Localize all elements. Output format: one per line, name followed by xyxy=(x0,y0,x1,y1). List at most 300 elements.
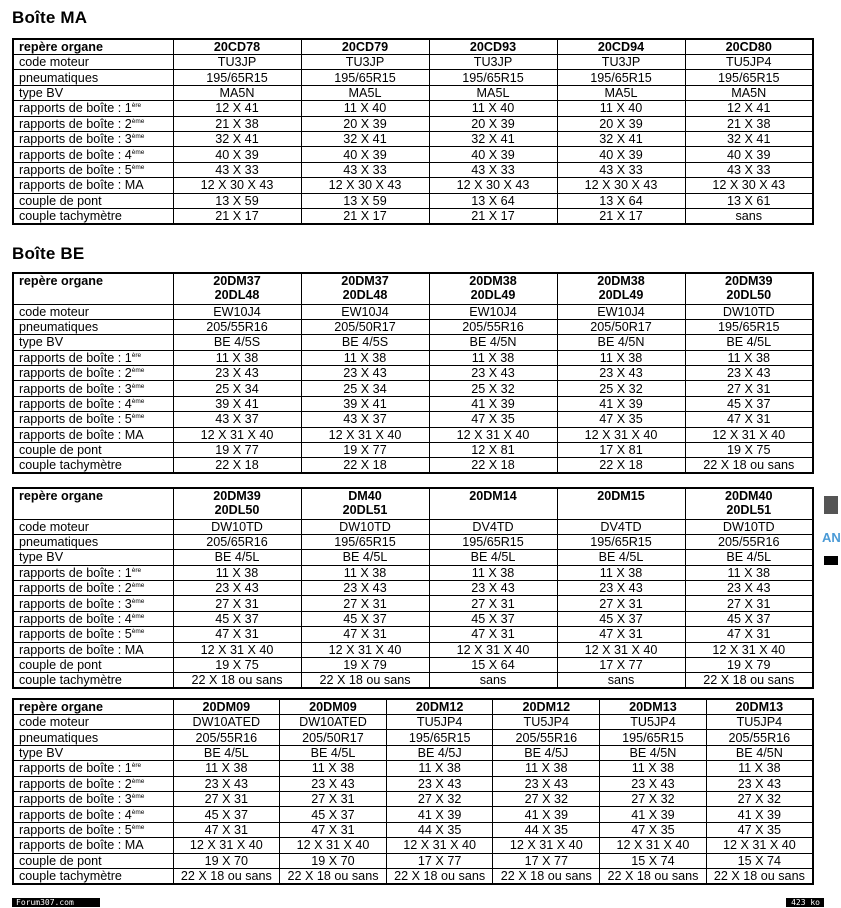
header-row xyxy=(13,39,813,55)
value-cell: 13 X 59 xyxy=(301,193,429,208)
table-row xyxy=(13,868,813,884)
value-cell: 205/55R16 xyxy=(173,730,280,745)
row-label xyxy=(13,611,173,626)
table-row xyxy=(13,458,813,474)
row-label xyxy=(13,304,173,319)
header-cell xyxy=(429,488,557,519)
value-cell: 23 X 43 xyxy=(685,581,813,596)
header-part-number: 20DM12 xyxy=(415,700,464,714)
value-cell: 40 X 39 xyxy=(173,147,301,162)
value-cell: 11 X 38 xyxy=(280,761,387,776)
header-part-number: 20DL51 xyxy=(726,503,772,517)
value-cell: 20 X 39 xyxy=(429,116,557,131)
table-row xyxy=(13,807,813,822)
row-label xyxy=(13,868,173,884)
row-label xyxy=(13,131,173,146)
value-cell: 11 X 38 xyxy=(557,565,685,580)
value-cell: 39 X 41 xyxy=(301,396,429,411)
value-cell: 195/65R15 xyxy=(557,534,685,549)
value-cell: 205/55R16 xyxy=(685,534,813,549)
table-row xyxy=(13,776,813,791)
value-cell: 27 X 32 xyxy=(600,791,707,806)
footer-size: 423 ko xyxy=(786,898,824,907)
value-cell: 11 X 38 xyxy=(301,350,429,365)
value-cell: sans xyxy=(557,673,685,689)
row-label xyxy=(13,807,173,822)
header-part-number: 20DM13 xyxy=(735,700,784,714)
value-cell: 45 X 37 xyxy=(429,611,557,626)
ordinal-suffix: ème xyxy=(131,777,145,785)
value-cell: DV4TD xyxy=(429,519,557,534)
header-part-number: 20DM13 xyxy=(629,700,677,714)
value-cell: 11 X 38 xyxy=(429,350,557,365)
value-cell: 195/65R15 xyxy=(173,70,301,85)
value-cell: 12 X 31 X 40 xyxy=(600,838,707,853)
row-label-text: code moteur xyxy=(19,715,90,730)
header-part-number: 20DL48 xyxy=(214,288,260,302)
value-cell: 23 X 43 xyxy=(557,366,685,381)
value-cell: 32 X 41 xyxy=(173,131,301,146)
header-cell xyxy=(429,273,557,304)
row-label-text: pneumatiques xyxy=(19,70,99,85)
table-row xyxy=(13,427,813,442)
table-row xyxy=(13,673,813,689)
row-label xyxy=(13,853,173,868)
gearbox-table-ma xyxy=(12,38,814,225)
value-cell: 39 X 41 xyxy=(173,396,301,411)
table-row xyxy=(13,208,813,224)
value-cell: 11 X 38 xyxy=(600,761,707,776)
row-label-text: couple tachymètre xyxy=(19,458,122,473)
value-cell: 23 X 43 xyxy=(429,581,557,596)
value-cell: 195/65R15 xyxy=(429,70,557,85)
row-label xyxy=(13,673,173,689)
header-cell xyxy=(301,488,429,519)
value-cell: 47 X 31 xyxy=(429,627,557,642)
value-cell: 205/65R16 xyxy=(173,534,301,549)
value-cell: 22 X 18 ou sans xyxy=(600,868,707,884)
table-row xyxy=(13,853,813,868)
value-cell: TU5JP4 xyxy=(685,55,813,70)
header-part-number: 20DL49 xyxy=(598,288,644,302)
header-part-number: 20DM09 xyxy=(202,700,251,714)
section-title-ma: Boîte MA xyxy=(12,8,88,27)
value-cell: 41 X 39 xyxy=(706,807,813,822)
value-cell: 11 X 38 xyxy=(301,565,429,580)
value-cell: 195/65R15 xyxy=(429,534,557,549)
ordinal-suffix: ème xyxy=(131,597,145,605)
value-cell: 195/65R15 xyxy=(386,730,493,745)
value-cell: 40 X 39 xyxy=(429,147,557,162)
value-cell: 41 X 39 xyxy=(429,396,557,411)
value-cell: 13 X 61 xyxy=(685,193,813,208)
value-cell: 195/65R15 xyxy=(557,70,685,85)
table-row xyxy=(13,745,813,760)
ordinal-suffix: ème xyxy=(131,582,145,590)
value-cell: 12 X 30 X 43 xyxy=(429,178,557,193)
value-cell: 23 X 43 xyxy=(600,776,707,791)
value-cell: 22 X 18 ou sans xyxy=(173,673,301,689)
value-cell: 205/50R17 xyxy=(557,319,685,334)
ordinal-suffix: ème xyxy=(131,367,145,375)
section-title-be: Boîte BE xyxy=(12,244,85,263)
row-label-text: rapports de boîte : MA xyxy=(19,642,144,657)
table-row xyxy=(13,131,813,146)
gearbox-table-be-3 xyxy=(12,698,814,885)
header-part-number: 20DM38 xyxy=(597,274,645,288)
value-cell: 43 X 33 xyxy=(429,162,557,177)
row-label-text: rapports de boîte : 2 xyxy=(19,366,132,381)
value-cell: MA5L xyxy=(557,85,685,100)
value-cell: 17 X 77 xyxy=(557,658,685,673)
value-cell: 44 X 35 xyxy=(386,822,493,837)
header-part-number: 20DM09 xyxy=(309,700,357,714)
value-cell: 12 X 81 xyxy=(429,443,557,458)
value-cell: 205/50R17 xyxy=(301,319,429,334)
value-cell: 12 X 31 X 40 xyxy=(173,427,301,442)
value-cell: 205/50R17 xyxy=(280,730,387,745)
header-part-number: 20DL51 xyxy=(342,503,388,517)
value-cell: 41 X 39 xyxy=(386,807,493,822)
header-cell xyxy=(557,273,685,304)
header-cell xyxy=(685,273,813,304)
value-cell: 11 X 40 xyxy=(429,101,557,116)
value-cell: BE 4/5S xyxy=(301,335,429,350)
value-cell: 19 X 77 xyxy=(301,443,429,458)
value-cell: 22 X 18 ou sans xyxy=(301,673,429,689)
header-cell xyxy=(706,699,813,715)
table-row xyxy=(13,565,813,580)
value-cell: DW10TD xyxy=(685,519,813,534)
value-cell: sans xyxy=(685,208,813,224)
row-label xyxy=(13,335,173,350)
row-label xyxy=(13,147,173,162)
ordinal-suffix: ère xyxy=(131,762,142,770)
value-cell: BE 4/5N xyxy=(429,335,557,350)
header-part-number: 20DM14 xyxy=(469,489,517,503)
value-cell: 12 X 30 X 43 xyxy=(557,178,685,193)
ordinal-suffix: ème xyxy=(131,413,145,421)
value-cell: 41 X 39 xyxy=(600,807,707,822)
value-cell: 27 X 31 xyxy=(301,596,429,611)
value-cell: 23 X 43 xyxy=(173,366,301,381)
ordinal-suffix: ère xyxy=(131,102,142,110)
value-cell: 47 X 35 xyxy=(600,822,707,837)
table-row xyxy=(13,304,813,319)
value-cell: 12 X 30 X 43 xyxy=(173,178,301,193)
row-label-text: rapports de boîte : MA xyxy=(19,178,144,193)
row-label-text: type BV xyxy=(19,745,64,760)
ordinal-suffix: ème xyxy=(131,163,145,171)
value-cell: 12 X 31 X 40 xyxy=(173,838,280,853)
row-label xyxy=(13,565,173,580)
value-cell: 32 X 41 xyxy=(301,131,429,146)
row-label-text: rapports de boîte : 2 xyxy=(19,776,132,791)
row-label xyxy=(13,443,173,458)
value-cell: 12 X 31 X 40 xyxy=(557,427,685,442)
table-row xyxy=(13,658,813,673)
value-cell: MA5L xyxy=(301,85,429,100)
value-cell: 11 X 38 xyxy=(173,350,301,365)
header-row xyxy=(13,488,813,519)
value-cell: sans xyxy=(429,673,557,689)
row-label-text: rapports de boîte : 5 xyxy=(19,162,132,177)
value-cell: 15 X 74 xyxy=(706,853,813,868)
table-row xyxy=(13,642,813,657)
value-cell: BE 4/5L xyxy=(301,550,429,565)
value-cell: 27 X 32 xyxy=(493,791,600,806)
header-part-number: 20DM39 xyxy=(724,274,773,288)
header-part-number: 20DM12 xyxy=(522,700,571,714)
header-part-number: 20CD79 xyxy=(341,40,389,54)
row-label xyxy=(13,642,173,657)
value-cell: 17 X 77 xyxy=(386,853,493,868)
value-cell: DW10ATED xyxy=(173,715,280,730)
value-cell: 19 X 75 xyxy=(173,658,301,673)
value-cell: 11 X 38 xyxy=(493,761,600,776)
row-label-text: rapports de boîte : MA xyxy=(19,838,144,853)
value-cell: TU3JP xyxy=(429,55,557,70)
value-cell: 12 X 31 X 40 xyxy=(301,642,429,657)
value-cell: 19 X 79 xyxy=(301,658,429,673)
value-cell: 47 X 31 xyxy=(685,412,813,427)
value-cell: 22 X 18 ou sans xyxy=(706,868,813,884)
value-cell: 12 X 31 X 40 xyxy=(429,427,557,442)
ordinal-suffix: ème xyxy=(131,148,145,156)
header-cell xyxy=(557,39,685,55)
header-part-number: 20DM38 xyxy=(469,274,517,288)
row-label-text: pneumatiques xyxy=(19,535,99,550)
value-cell: 23 X 43 xyxy=(706,776,813,791)
value-cell: 40 X 39 xyxy=(301,147,429,162)
value-cell: 23 X 43 xyxy=(557,581,685,596)
row-label-text: pneumatiques xyxy=(19,320,99,335)
row-label xyxy=(13,350,173,365)
value-cell: 195/65R15 xyxy=(301,534,429,549)
header-part-number: 20DM37 xyxy=(213,274,261,288)
value-cell: 40 X 39 xyxy=(685,147,813,162)
row-label xyxy=(13,745,173,760)
value-cell: 13 X 59 xyxy=(173,193,301,208)
value-cell: 23 X 43 xyxy=(173,581,301,596)
table-row xyxy=(13,178,813,193)
header-part-number: 20CD93 xyxy=(469,40,517,54)
value-cell: 11 X 40 xyxy=(301,101,429,116)
table-row xyxy=(13,366,813,381)
value-cell: 23 X 43 xyxy=(301,581,429,596)
value-cell: 45 X 37 xyxy=(173,807,280,822)
value-cell: 11 X 38 xyxy=(429,565,557,580)
table-row xyxy=(13,534,813,549)
table-row xyxy=(13,55,813,70)
footer-site: Forum307.com xyxy=(12,898,100,907)
row-label-text: rapports de boîte : 3 xyxy=(19,381,132,396)
value-cell: 15 X 74 xyxy=(600,853,707,868)
value-cell: 44 X 35 xyxy=(493,822,600,837)
value-cell: EW10J4 xyxy=(429,304,557,319)
row-label-text: rapports de boîte : 5 xyxy=(19,627,132,642)
value-cell: 12 X 31 X 40 xyxy=(386,838,493,853)
value-cell: BE 4/5L xyxy=(173,745,280,760)
row-label-text: couple tachymètre xyxy=(19,673,122,688)
value-cell: 20 X 39 xyxy=(557,116,685,131)
header-part-number: 20DL48 xyxy=(342,288,388,302)
value-cell: 40 X 39 xyxy=(557,147,685,162)
value-cell: 27 X 31 xyxy=(685,381,813,396)
row-label-text: rapports de boîte : 4 xyxy=(19,612,132,627)
value-cell: 22 X 18 xyxy=(429,458,557,474)
header-part-number: 20DL50 xyxy=(726,288,772,302)
value-cell: 15 X 64 xyxy=(429,658,557,673)
value-cell: 25 X 34 xyxy=(173,381,301,396)
value-cell: 11 X 38 xyxy=(386,761,493,776)
row-label-text: rapports de boîte : 3 xyxy=(19,596,132,611)
value-cell: TU5JP4 xyxy=(493,715,600,730)
value-cell: EW10J4 xyxy=(557,304,685,319)
value-cell: 12 X 31 X 40 xyxy=(685,642,813,657)
value-cell: 11 X 40 xyxy=(557,101,685,116)
table-row xyxy=(13,381,813,396)
value-cell: 41 X 39 xyxy=(493,807,600,822)
value-cell: 41 X 39 xyxy=(557,396,685,411)
header-cell xyxy=(301,39,429,55)
value-cell: TU5JP4 xyxy=(386,715,493,730)
ordinal-suffix: ème xyxy=(131,793,145,801)
value-cell: 23 X 43 xyxy=(280,776,387,791)
ordinal-suffix: ème xyxy=(131,133,145,141)
row-label xyxy=(13,55,173,70)
value-cell: 47 X 35 xyxy=(706,822,813,837)
row-label-text: couple tachymètre xyxy=(19,208,122,223)
value-cell: 32 X 41 xyxy=(685,131,813,146)
value-cell: 27 X 32 xyxy=(706,791,813,806)
value-cell: 23 X 43 xyxy=(685,366,813,381)
row-label xyxy=(13,381,173,396)
row-label xyxy=(13,412,173,427)
header-cell xyxy=(429,39,557,55)
header-part-number: 20DM15 xyxy=(597,489,645,503)
row-label-text: rapports de boîte : 1 xyxy=(19,101,132,116)
value-cell: TU5JP4 xyxy=(600,715,707,730)
row-label-text: type BV xyxy=(19,550,64,565)
row-label-text: couple de pont xyxy=(19,853,102,868)
table-row xyxy=(13,350,813,365)
table-row xyxy=(13,396,813,411)
row-label-text: rapports de boîte : 3 xyxy=(19,792,132,807)
row-label-text: couple tachymètre xyxy=(19,868,122,883)
header-cell xyxy=(173,273,301,304)
row-label-text: rapports de boîte : 4 xyxy=(19,397,132,412)
value-cell: 47 X 35 xyxy=(557,412,685,427)
row-label xyxy=(13,162,173,177)
value-cell: 19 X 70 xyxy=(280,853,387,868)
value-cell: 47 X 31 xyxy=(685,627,813,642)
side-fragment-text: AN xyxy=(822,530,841,545)
table-row xyxy=(13,715,813,730)
value-cell: 23 X 43 xyxy=(301,366,429,381)
value-cell: 12 X 31 X 40 xyxy=(557,642,685,657)
header-cell xyxy=(685,488,813,519)
header-cell xyxy=(173,39,301,55)
ordinal-suffix: ème xyxy=(131,382,145,390)
value-cell: 12 X 31 X 40 xyxy=(685,427,813,442)
header-label: repère organe xyxy=(13,39,173,55)
table-row xyxy=(13,101,813,116)
value-cell: 45 X 37 xyxy=(557,611,685,626)
row-label-text: type BV xyxy=(19,85,64,100)
value-cell: BE 4/5S xyxy=(173,335,301,350)
ordinal-suffix: ème xyxy=(131,117,145,125)
value-cell: 25 X 32 xyxy=(429,381,557,396)
table-row xyxy=(13,838,813,853)
value-cell: BE 4/5N xyxy=(557,335,685,350)
value-cell: 23 X 43 xyxy=(429,366,557,381)
value-cell: TU3JP xyxy=(557,55,685,70)
header-cell xyxy=(173,699,280,715)
value-cell: 45 X 37 xyxy=(173,611,301,626)
value-cell: 195/65R15 xyxy=(301,70,429,85)
row-label xyxy=(13,178,173,193)
header-part-number: DM40 xyxy=(348,489,382,503)
row-label xyxy=(13,85,173,100)
value-cell: 205/55R16 xyxy=(173,319,301,334)
value-cell: 21 X 17 xyxy=(557,208,685,224)
row-label-text: code moteur xyxy=(19,55,90,70)
value-cell: TU3JP xyxy=(301,55,429,70)
value-cell: 12 X 31 X 40 xyxy=(301,427,429,442)
row-label-text: rapports de boîte : 3 xyxy=(19,132,132,147)
value-cell: 19 X 79 xyxy=(685,658,813,673)
value-cell: 43 X 37 xyxy=(301,412,429,427)
table-row xyxy=(13,581,813,596)
value-cell: 27 X 32 xyxy=(386,791,493,806)
value-cell: 11 X 38 xyxy=(706,761,813,776)
value-cell: 17 X 77 xyxy=(493,853,600,868)
value-cell: 20 X 39 xyxy=(301,116,429,131)
value-cell: 22 X 18 ou sans xyxy=(685,673,813,689)
ordinal-suffix: ème xyxy=(131,808,145,816)
value-cell: 195/65R15 xyxy=(685,70,813,85)
value-cell: 27 X 31 xyxy=(557,596,685,611)
row-label-text: rapports de boîte : 4 xyxy=(19,807,132,822)
value-cell: 195/65R15 xyxy=(685,319,813,334)
row-label xyxy=(13,627,173,642)
value-cell: 22 X 18 ou sans xyxy=(386,868,493,884)
row-label xyxy=(13,116,173,131)
header-cell xyxy=(173,488,301,519)
header-cell xyxy=(600,699,707,715)
ordinal-suffix: ère xyxy=(131,566,142,574)
value-cell: EW10J4 xyxy=(301,304,429,319)
value-cell: 45 X 37 xyxy=(301,611,429,626)
value-cell: 205/55R16 xyxy=(493,730,600,745)
value-cell: 43 X 33 xyxy=(301,162,429,177)
value-cell: 47 X 31 xyxy=(280,822,387,837)
value-cell: 12 X 41 xyxy=(685,101,813,116)
row-label-text: rapports de boîte : 1 xyxy=(19,565,132,580)
value-cell: BE 4/5L xyxy=(429,550,557,565)
header-part-number: 20DM37 xyxy=(341,274,389,288)
row-label-text: couple de pont xyxy=(19,443,102,458)
row-label xyxy=(13,427,173,442)
table-row xyxy=(13,443,813,458)
value-cell: BE 4/5J xyxy=(386,745,493,760)
header-part-number: 20CD78 xyxy=(213,40,261,54)
header-cell xyxy=(685,39,813,55)
value-cell: BE 4/5L xyxy=(685,550,813,565)
value-cell: 45 X 37 xyxy=(280,807,387,822)
row-label-text: rapports de boîte : 1 xyxy=(19,761,132,776)
